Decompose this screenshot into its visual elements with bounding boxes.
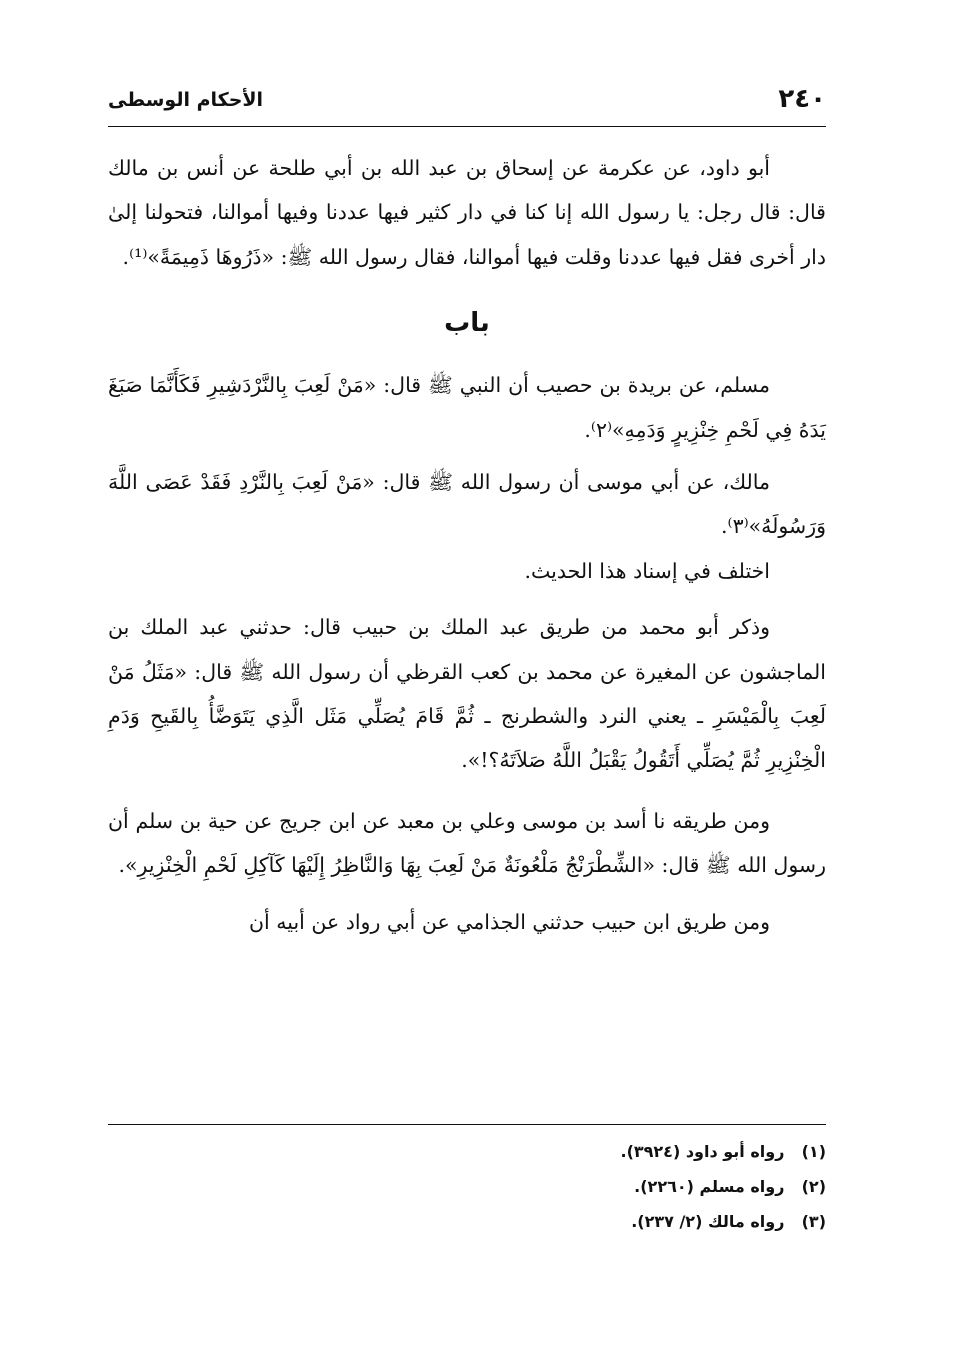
footnote-text: رواه أبو داود (٣٩٢٤). [620, 1142, 785, 1161]
page-number: ٢٤٠ [778, 84, 826, 114]
footnote-number: (٣) [801, 1212, 826, 1231]
footnote-number: (٢) [801, 1177, 826, 1196]
footnote-text: رواه مسلم (٢٢٦٠). [634, 1177, 785, 1196]
paragraph-malik: مالك، عن أبي موسى أن رسول الله ﷺ قال: «مَنْ لَعِبَ بِالنَّرْدِ فَقَدْ عَصَى اللَّهَ وَرَسُولَهُ»⁽٣⁾. [108, 470, 826, 539]
footnote-item [108, 1169, 826, 1204]
footnote-item [108, 1134, 826, 1169]
paragraph-isnad-note: اختلف في إسناد هذا الحديث. [524, 558, 770, 583]
paragraph-asad-ibn-musa: ومن طريقه نا أسد بن موسى وعلي بن معبد عن ابن جريج عن حية بن سلم أن رسول الله ﷺ قال: «الشِّطْرَنْجُ مَلْعُونَةٌ مَنْ لَعِبَ بِهَا وَالنَّاظِرُ إِلَيْهَا كَآكِلِ لَحْمِ الْخِنْزِيرِ». [108, 808, 826, 878]
footnote-divider [108, 1124, 826, 1125]
running-title: الأحكام الوسطى [108, 89, 264, 111]
footnotes [108, 1134, 826, 1239]
paragraph-abu-muhammad: وذكر أبو محمد من طريق عبد الملك بن حبيب قال: حدثني عبد الملك بن الماجشون عن المغيرة عن محمد بن كعب القرظي أن رسول الله ﷺ قال: «مَثَلُ مَنْ لَعِبَ بِالْمَيْسَرِ ـ يعني النرد والشطرنج ـ ثُمَّ قَامَ يُصَلِّي مَثَل الَّذِي يَتَوَضَّأُ بِالقَيحِ وَدَمِ الْخِنْزِيرِ ثُمَّ يُصَلِّي أَتَقُولُ يَقْبَلُ اللَّهُ صَلاَتَهُ؟!». [108, 615, 826, 773]
page-header [108, 84, 826, 120]
footnote-item [108, 1204, 826, 1239]
main-text [108, 146, 826, 944]
paragraph-muslim: مسلم، عن بريدة بن حصيب أن النبي ﷺ قال: «مَنْ لَعِبَ بِالنَّرْدَشِيرِ فَكَأَنَّمَا صَبَغَ يَدَهُ فِي لَحْمِ خِنْزِيرٍ وَدَمِهِ»⁽٢⁾. [108, 373, 826, 442]
paragraph-abu-dawud: أبو داود، عن عكرمة عن إسحاق بن عبد الله بن أبي طلحة عن أنس بن مالك قال: قال رجل: يا رسول الله إنا كنا في دار كثير فيها عددنا وفيها أموالنا، فتحولنا إلىٰ دار أخرى فقل فيها عددنا وقلت فيها أموالنا، فقال رسول الله ﷺ: «ذَرُوهَا ذَمِيمَةً»⁽¹⁾. [108, 156, 826, 269]
footnote-number: (١) [801, 1142, 826, 1161]
footnote-text: رواه مالك (٢/ ٢٣٧). [631, 1212, 785, 1231]
section-heading: باب [444, 308, 490, 339]
header-divider [108, 126, 826, 127]
paragraph-ibn-habib: ومن طريق ابن حبيب حدثني الجذامي عن أبي رواد عن أبيه أن [249, 909, 770, 934]
